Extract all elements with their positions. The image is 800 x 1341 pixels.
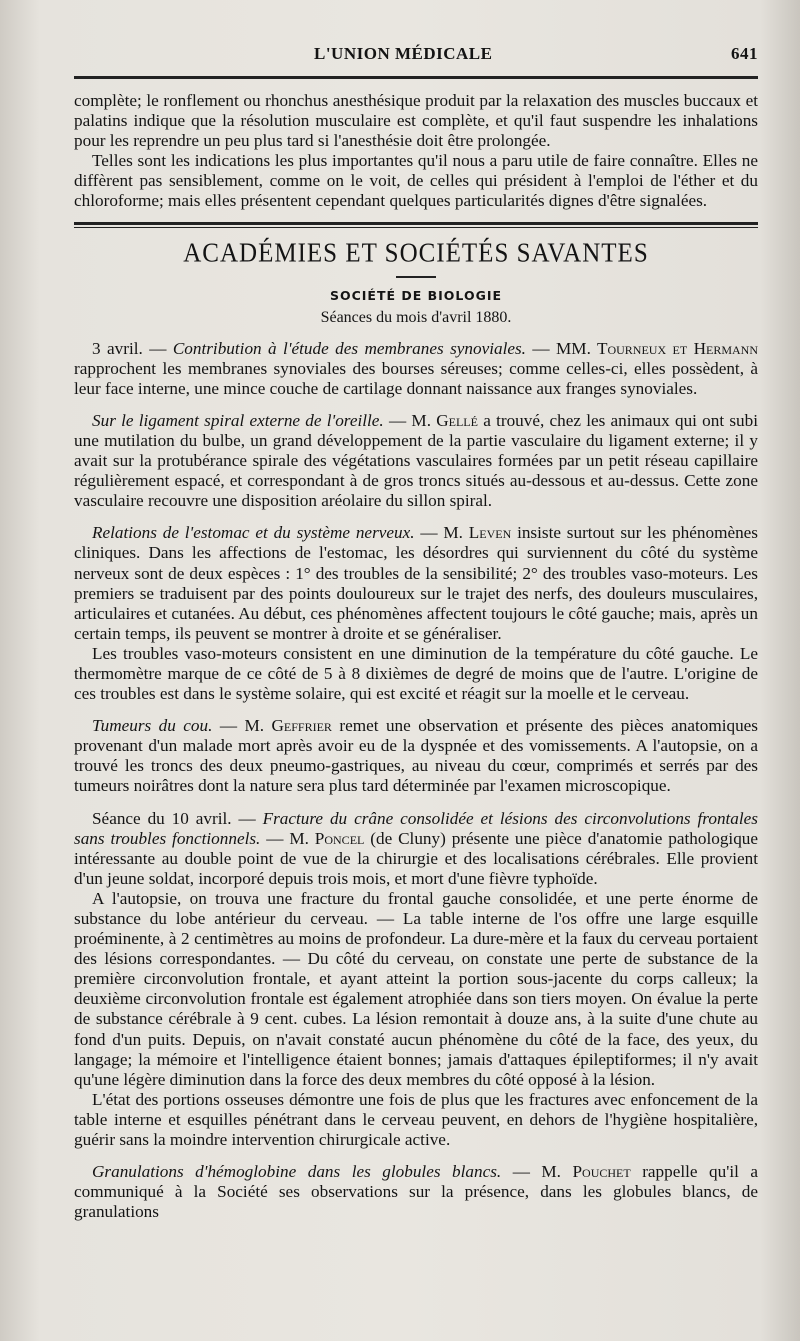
entry-title: Tumeurs du cou. (92, 716, 213, 736)
entry-text: (de Cluny) présente une pièce d'anatomie pathologique intéressante au double point de vue de la chirurgie et des localisations cérébrales. Elle provient d'un jeune soldat, incorporé depuis trois mois, et mort d'une fièvre typhoïde. (74, 828, 759, 888)
entries (74, 339, 758, 1223)
entry-fracture-crane (74, 809, 758, 889)
entry-author: M. Poncel (289, 828, 365, 848)
entry-lead: 3 avril. — (92, 338, 173, 358)
entry-sep: — (501, 1162, 542, 1182)
entry-lead: Séance du 10 avril. — (92, 808, 263, 828)
entry-title: Sur le ligament spiral externe de l'oreille. (92, 410, 384, 430)
entry-synoviales (74, 339, 758, 399)
intro-paragraph-2: Telles sont les indications les plus importantes qu'il nous a paru utile de faire connaître. Elles ne diffèrent pas sensiblement, comme on le voit, de celles qui président à l'emploi de l'éther et du chloroforme; mais elles présentent cependant quelques particularités dignes d'être signalées. (74, 151, 758, 211)
entry-author: M. Gellé (411, 410, 478, 430)
section-rule-bottom (74, 227, 758, 228)
entry-title: Fracture du crâne consolidée et lésions des circonvolutions frontales sans troubles fonctionnels. (74, 808, 758, 848)
society-title: SOCIÉTÉ DE BIOLOGIE (329, 287, 503, 303)
entry-sep: — (383, 410, 412, 430)
section-short-rule (396, 276, 436, 278)
header-rule (74, 76, 758, 79)
sessions-date: Séances du mois d'avril 1880. (320, 308, 512, 326)
entry-autopsie: A l'autopsie, on trouva une fracture du frontal gauche consolidée, et une perte énorme de substance du lobe antérieur du cerveau. — La table interne de l'os offre une large esquille proéminente, à 2 centimètres au moins de profondeur. La dure-mère et la faux du cerveau portaient des lésions correspondantes. — Du côté du cerveau, on constate une perte de substance de la première circonvolution frontale, et ayant atteint la portion sous-jacente du corps calleux; la deuxième circonvolution frontale est également atrophiée dans son tiers moyen. On évalue la perte de substance cérébrale à 9 cent. cubes. La lésion remontait à douze ans, à la suite d'une chute au fond d'un puits. Depuis, on n'avait constaté aucun phénomène du côté de la face, des yeux, du langage; la mémoire et l'intelligence étaient bonnes; jamais d'attaques épileptiformes; il n'y avait qu'une légère diminution dans la force des deux membres du côté opposé à la lésion. (74, 888, 758, 1089)
entry-text: insiste surtout sur les phénomènes cliniques. Dans les affections de l'estomac, les désordres qui surviennent du côté du système nerveux sont de deux espèces : 1° des troubles de la sensibilité; 2° des troubles vaso-moteurs. Les premiers se traduisent par des points douloureux sur le trajet des nerfs, des douleurs musculaires, articulaires et cutanées. Au début, ces phénomènes affectent toujours le côté gauche; mais, après un certain temps, ils peuvent se montrer à droite et se généraliser. (74, 523, 758, 643)
entry-sep: — (525, 338, 556, 358)
entry-author: M. Leven (443, 523, 512, 543)
entry-text: rappelle qu'il a communiqué à la Société ses observations sur la présence, dans les globules blancs, de granulations (74, 1162, 759, 1222)
entry-text: rapprochent les membranes synoviales des bourses séreuses; comme celles-ci, elles possèdent, à leur face interne, une mince couche de cartilage donnant naissance aux franges synoviales. (74, 358, 758, 398)
entry-estomac-continued: Les troubles vaso-moteurs consistent en une diminution de la température du côté gauche. Le thermomètre marque de ce côté de 5 à 8 dixièmes de degré de moins que de l'autre. L'origine de ces troubles est dans le système solaire, qui est excité et réagit sur la moelle et le cerveau. (74, 643, 758, 704)
entry-estomac (74, 523, 758, 644)
entry-text: remet une observation et présente des pièces anatomiques provenant d'un malade mort après avoir eu de la dyspnée et des vomissements. A l'autopsie, on a trouvé les troncs des deux pneumo-gastriques, au niveau du cœur, comprimés et serrés par des tumeurs noirâtres dont la nature sera plus tard déterminée par l'examen microscopique. (74, 716, 758, 796)
entry-text: a trouvé, chez les animaux qui ont subi une mutilation du bulbe, un grand développement de la partie vasculaire du ligament externe; il y avait sur la protubérance spirale des végétations vasculaires formées par un petit réseau capillaire régulièrement espacé, et correspondant à de gros troncs situés au-dessous et au-dessus. Cette zone vasculaire recouvre une disposition aréolaire du sillon spiral. (74, 410, 759, 511)
entry-sep: — (212, 716, 245, 736)
entry-granulations (74, 1162, 758, 1222)
journal-title: L'UNION MÉDICALE (314, 44, 493, 63)
running-head (74, 44, 758, 72)
section-title: ACADÉMIES ET SOCIÉTÉS SAVANTES (183, 238, 649, 268)
entry-author: M. Pouchet (541, 1162, 631, 1182)
entry-tumeurs (74, 716, 758, 796)
entry-sep: — (260, 828, 290, 848)
entry-title: Granulations d'hémoglobine dans les globules blancs. (92, 1162, 502, 1182)
intro-paragraph-1: complète; le ronflement ou rhonchus anesthésique produit par la relaxation des muscles buccaux et palatins indique que la résolution musculaire est complète, et qu'il faut suspendre les inhalations pour les reprendre un peu plus tard si l'anesthésie doit être prolongée. (74, 91, 758, 151)
page-number: 641 (731, 44, 758, 63)
entry-title: Contribution à l'étude des membranes synoviales. (172, 338, 526, 358)
entry-author: MM. Tourneux et Hermann (556, 338, 759, 358)
entry-title: Relations de l'estomac et du système nerveux. (92, 523, 415, 543)
section-rule-top (74, 222, 758, 225)
entry-ligament-spiral (74, 411, 758, 511)
entry-author: M. Geffrier (244, 716, 332, 736)
entry-sep: — (414, 523, 444, 543)
intro-block (74, 91, 758, 212)
entry-conclusion: L'état des portions osseuses démontre une fois de plus que les fractures avec enfoncement de la table interne et esquilles pénétrant dans le cerveau peuvent, en dehors de l'hygiène hospitalière, guérir sans la moindre intervention chirurgicale active. (74, 1089, 758, 1150)
